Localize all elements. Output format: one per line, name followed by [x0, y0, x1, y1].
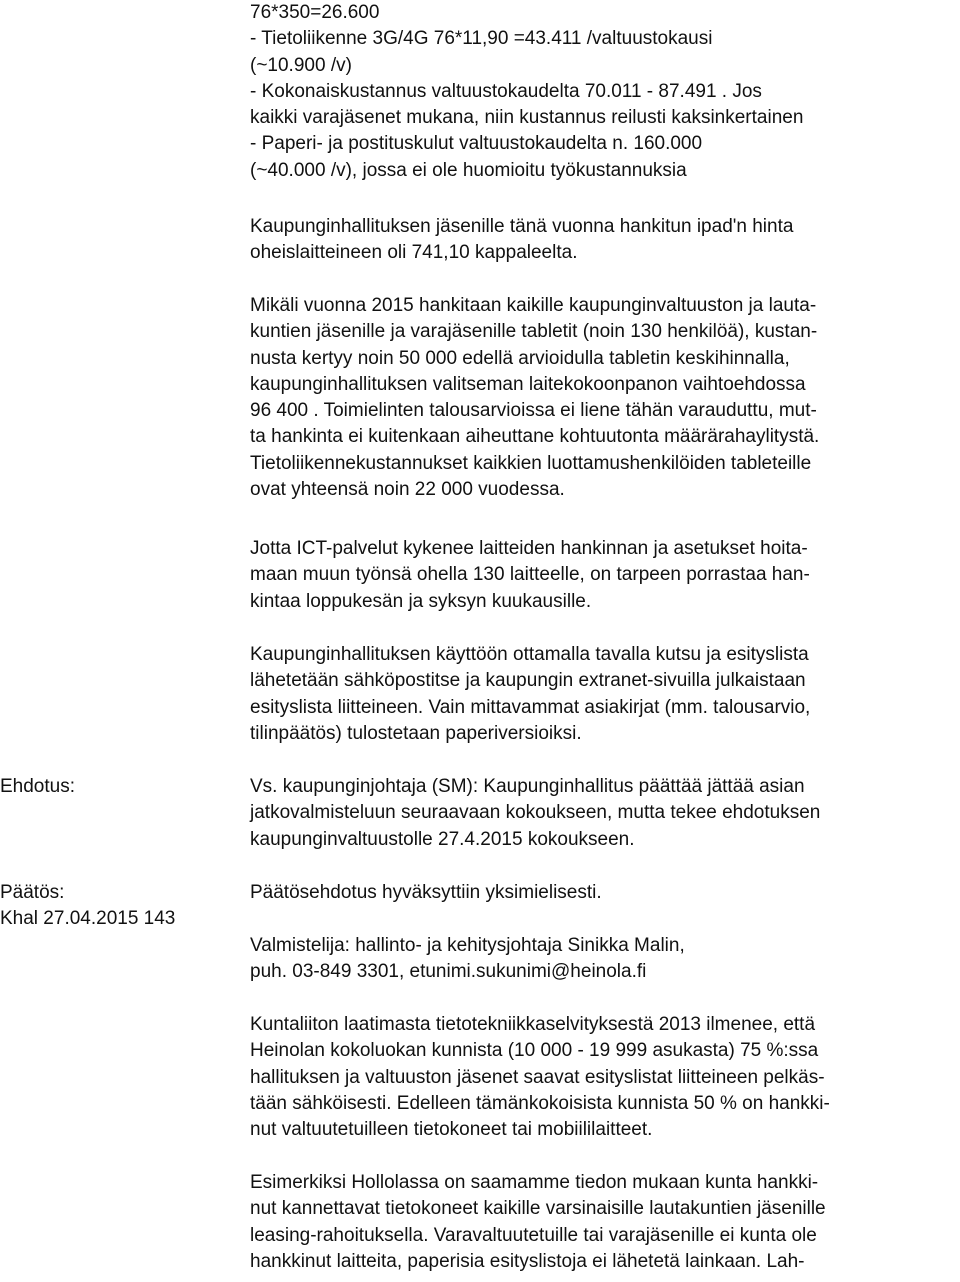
proposal-text [250, 774, 950, 853]
text-line: esityslista liitteineen. Vain mittavammat asiakirjat (mm. talousarvio, [250, 696, 811, 718]
text-line: Tietoliikennekustannukset kaikkien luottamushenkilöiden tableteille [250, 452, 812, 474]
text-line: nut kannettavat tietokoneet kaikille varsinaisille lautakuntien jäsenille [250, 1198, 826, 1220]
paragraph-ict-services [250, 536, 950, 615]
paragraph-hollola-example [250, 1170, 950, 1275]
cost-line: (~10.900 /v) [250, 54, 352, 76]
text-line: hallituksen ja valtuuston jäsenet saavat esityslistat liitteineen pelkäs- [250, 1066, 825, 1088]
paragraph-meeting-invitation [250, 642, 950, 747]
preparer-info [250, 933, 950, 986]
text-line: Vs. kaupunginjohtaja (SM): Kaupunginhallitus päättää jättää asian [250, 776, 805, 797]
decision-text [250, 880, 950, 906]
text-line: Valmistelija: hallinto- ja kehitysjohtaja Sinikka Malin, [250, 935, 685, 956]
ehdotus-label: Ehdotus: [0, 776, 75, 797]
text-line: Kaupunginhallituksen jäsenille tänä vuonna hankitun ipad'n hinta [250, 216, 794, 237]
meeting-reference: Khal 27.04.2015 143 [0, 908, 176, 930]
text-line: tään sähköisesti. Edelleen tämänkokoisista kunnista 50 % on hankki- [250, 1092, 830, 1114]
text-line: nusta kertyy noin 50 000 edellä arvioidulla tabletin keskihinnalla, [250, 347, 790, 369]
text-line: Mikäli vuonna 2015 hankitaan kaikille kaupunginvaltuuston ja lauta- [250, 295, 817, 316]
paragraph-kuntaliitto-survey [250, 1012, 950, 1143]
text-line: 96 400 . Toimielinten talousarvioissa ei liene tähän varauduttu, mut- [250, 400, 817, 422]
text-line: tilinpäätös) tulostetaan paperiversioiksi. [250, 722, 582, 744]
cost-line: (~40.000 /v), jossa ei ole huomioitu työkustannuksia [250, 159, 687, 181]
text-line: kaupunginhallituksen valitseman laitekokoonpanon vaihtoehdossa [250, 373, 806, 395]
text-line: jatkovalmisteluun seuraavaan kokoukseen, mutta tekee ehdotuksen [250, 802, 821, 824]
text-line: leasing-rahoituksella. Varavaltuutetuille tai varajäsenille ei kunta ole [250, 1224, 817, 1246]
text-line: lähetetään sähköpostitse ja kaupungin extranet-sivuilla julkaistaan [250, 670, 806, 692]
text-line: oheislaitteineen oli 741,10 kappaleelta. [250, 242, 578, 264]
cost-list [250, 0, 950, 184]
paatos-label: Päätös: [0, 882, 65, 903]
decision-label-block [0, 880, 175, 933]
cost-line: - Paperi- ja postituskulut valtuustokaudelta n. 160.000 [250, 133, 703, 155]
text-line: Kuntaliiton laatimasta tietotekniikkaselvityksestä 2013 ilmenee, että [250, 1014, 816, 1035]
text-line: maan muun työnsä ohella 130 laitteelle, on tarpeen porrastaa han- [250, 564, 810, 586]
text-line: Jotta ICT-palvelut kykenee laitteiden hankinnan ja asetukset hoita- [250, 538, 808, 559]
text-line: kuntien jäsenille ja varajäsenille tabletit (noin 130 henkilöä), kustan- [250, 321, 818, 343]
text-line: hankkinut laitteita, paperisia esityslistoja ei lähetetä lainkaan. Lah- [250, 1250, 805, 1272]
text-line: ta hankinta ei kuitenkaan aiheuttane kohtuutonta määrärahaylitystä. [250, 426, 820, 448]
cost-line: kaikki varajäsenet mukana, niin kustannus reilusti kaksinkertainen [250, 107, 804, 129]
text-line: Heinolan kokoluokan kunnista (10 000 - 19 999 asukasta) 75 %:ssa [250, 1040, 819, 1062]
text-line: Päätösehdotus hyväksyttiin yksimielisesti. [250, 882, 602, 903]
cost-line: 76*350=26.600 [250, 2, 380, 23]
cost-line: - Tietoliikenne 3G/4G 76*11,90 =43.411 /valtuustokausi [250, 28, 713, 50]
text-line: ovat yhteensä noin 22 000 vuodessa. [250, 479, 565, 501]
paragraph-ipad-price [250, 214, 950, 267]
text-line: Kaupunginhallituksen käyttöön ottamalla tavalla kutsu ja esityslista [250, 644, 809, 665]
text-line: nut valtuutetuilleen tietokoneet tai mobiililaitteet. [250, 1119, 653, 1141]
text-line: kaupunginvaltuustolle 27.4.2015 kokoukseen. [250, 828, 635, 850]
text-line: puh. 03-849 3301, etunimi.sukunimi@heinola.fi [250, 961, 647, 983]
cost-line: - Kokonaiskustannus valtuustokaudelta 70.011 - 87.491 . Jos [250, 80, 762, 102]
text-line: kintaa loppukesän ja syksyn kuukausille. [250, 590, 592, 612]
text-line: Esimerkiksi Hollolassa on saamamme tiedon mukaan kunta hankki- [250, 1172, 819, 1193]
paragraph-tablet-cost-2015 [250, 293, 950, 503]
